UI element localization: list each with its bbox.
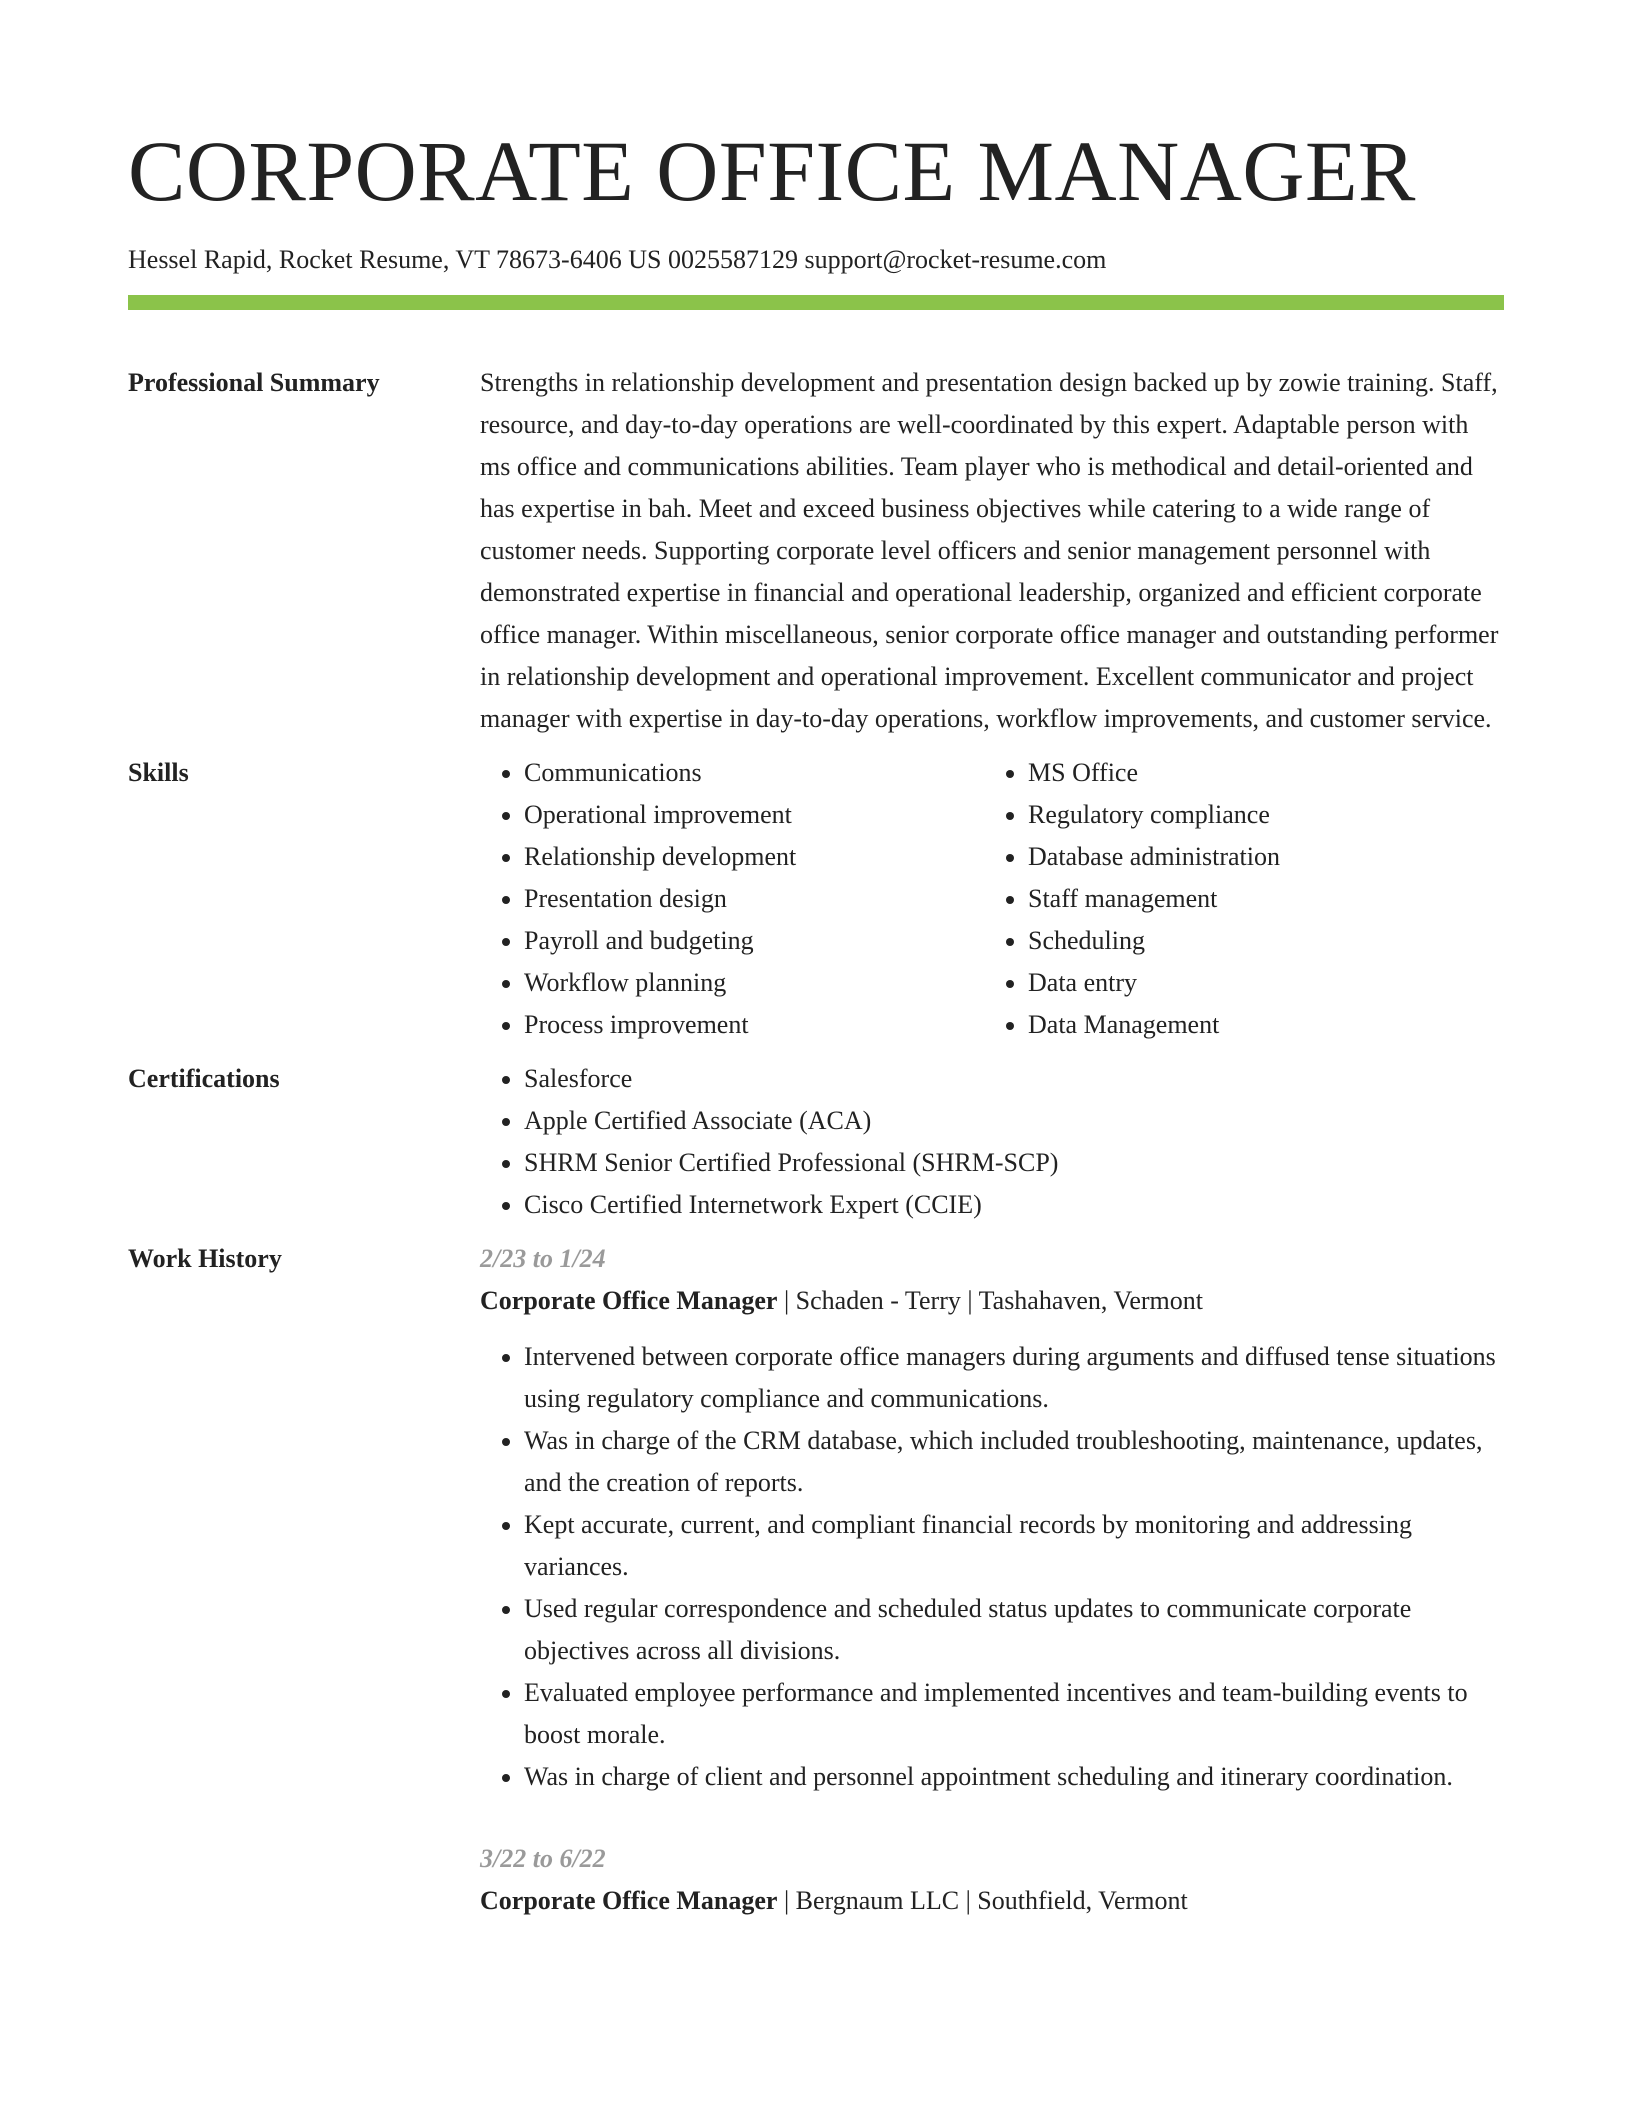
skills-list-left [480, 752, 984, 1046]
skill-item: • Scheduling [1028, 920, 1488, 962]
skill-item: • Presentation design [524, 878, 984, 920]
section-title-summary: Professional Summary [128, 368, 380, 398]
certifications-list [480, 1058, 1504, 1226]
job-bullet: • Intervened between corporate office managers during arguments and diffused tense situations using regulatory compliance and communications. [524, 1336, 1504, 1420]
job-dates: 2/23 to 1/24 [480, 1244, 606, 1274]
job-heading [480, 1880, 1504, 1922]
skill-item: • Workflow planning [524, 962, 984, 1004]
skill-item: • Relationship development [524, 836, 984, 878]
summary-text: Strengths in relationship development and presentation design backed up by zowie training. Staff, resource, and day-to-day operations are well-coordinated by this expert. Adaptable person with ms office and communications abilities. Team player who is methodical and detail-oriented and has expertise in bah. Meet and exceed business objectives while catering to a wide range of customer needs. Supporting corporate level officers and senior management personnel with demonstrated expertise in financial and operational leadership, organized and efficient corporate office manager. Within miscellaneous, senior corporate office manager and outstanding performer in relationship development and operational improvement. Excellent communicator and project manager with expertise in day-to-day operations, workflow improvements, and customer service. [480, 368, 1499, 734]
skill-item: • Staff management [1028, 878, 1488, 920]
job-bullet-list [480, 1336, 1504, 1798]
job-bullet: • Evaluated employee performance and implemented incentives and team-building events to boost morale. [524, 1672, 1504, 1756]
job-title: Corporate Office Manager [480, 1886, 778, 1916]
skill-item: • Operational improvement [524, 794, 984, 836]
job-details: | Bergnaum LLC | Southfield, Vermont [777, 1886, 1188, 1916]
section-title-work-history: Work History [128, 1244, 282, 1274]
job-entry [480, 1238, 1504, 1798]
section-title-skills: Skills [128, 758, 189, 788]
certification-item: • Cisco Certified Internetwork Expert (CCIE) [524, 1184, 1504, 1226]
resume-page [128, 118, 1504, 1922]
skills-section [128, 752, 1504, 1046]
header-divider [128, 295, 1504, 310]
certification-item: • Apple Certified Associate (ACA) [524, 1100, 1504, 1142]
job-bullet: • Was in charge of the CRM database, which included troubleshooting, maintenance, updates, and the creation of reports. [524, 1420, 1504, 1504]
job-dates: 3/22 to 6/22 [480, 1844, 606, 1874]
skill-item: • Communications [524, 752, 984, 794]
skill-item: • Payroll and budgeting [524, 920, 984, 962]
job-bullet: • Used regular correspondence and scheduled status updates to communicate corporate objectives across all divisions. [524, 1588, 1504, 1672]
job-title: Corporate Office Manager [480, 1286, 778, 1316]
certifications-section [128, 1058, 1504, 1226]
job-entry [480, 1838, 1504, 1922]
summary-section [128, 362, 1504, 740]
job-details: | Schaden - Terry | Tashahaven, Vermont [777, 1286, 1203, 1316]
skill-item: • Regulatory compliance [1028, 794, 1488, 836]
certification-item: • Salesforce [524, 1058, 1504, 1100]
job-bullet: • Was in charge of client and personnel appointment scheduling and itinerary coordination. [524, 1756, 1504, 1798]
contact-line: Hessel Rapid, Rocket Resume, VT 78673-6406 US 0025587129 support@rocket-resume.com [128, 245, 1107, 274]
section-title-certifications: Certifications [128, 1064, 280, 1094]
skill-item: • Data Management [1028, 1004, 1488, 1046]
skill-item: • Database administration [1028, 836, 1488, 878]
skill-item: • Process improvement [524, 1004, 984, 1046]
skill-item: • Data entry [1028, 962, 1488, 1004]
job-heading [480, 1280, 1504, 1322]
job-bullet: • Kept accurate, current, and compliant financial records by monitoring and addressing variances. [524, 1504, 1504, 1588]
resume-name: CORPORATE OFFICE MANAGER [128, 123, 1416, 219]
skill-item: • MS Office [1028, 752, 1488, 794]
certification-item: • SHRM Senior Certified Professional (SHRM-SCP) [524, 1142, 1504, 1184]
skills-list-right [984, 752, 1488, 1046]
work-history-section [128, 1238, 1504, 1922]
